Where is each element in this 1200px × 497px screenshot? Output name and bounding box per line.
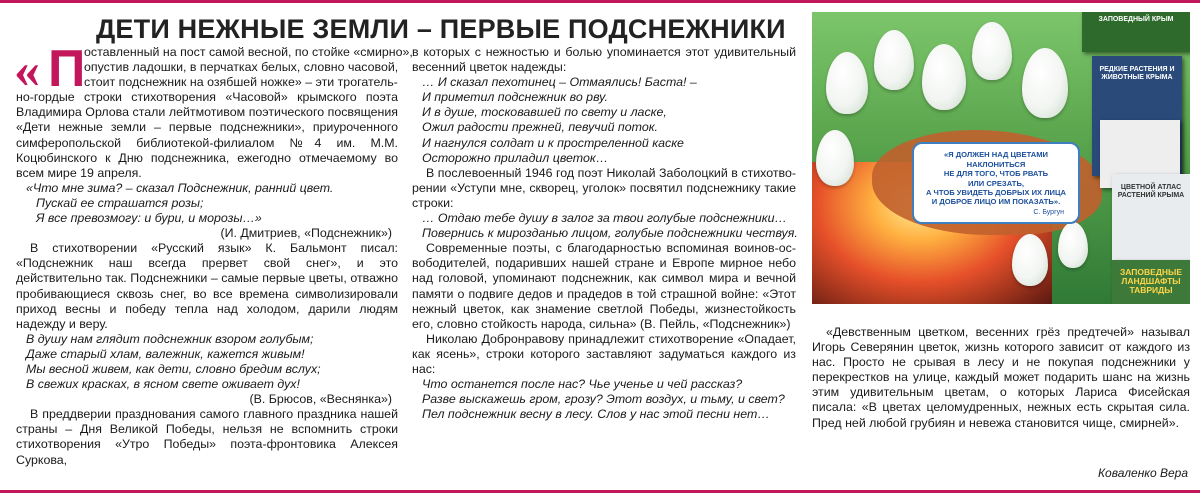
- bottom-rule: [0, 490, 1200, 493]
- snowdrop-flower-icon: [874, 30, 914, 90]
- snowdrop-flower-icon: [972, 22, 1012, 80]
- article-title: ДЕТИ НЕЖНЫЕ ЗЕМЛИ – ПЕРВЫЕ ПОДСНЕЖНИКИ: [96, 14, 786, 44]
- top-rule: [0, 0, 1200, 3]
- drop-cap-letter: П: [48, 40, 86, 98]
- verse-line: И в душе, тосковавшей по свету и ласке,: [422, 105, 667, 120]
- verse-line: Повернись к мирозданью лицом, голубые подснежники чествуя.: [422, 226, 798, 241]
- verse-line: И приметил подснежник во рву.: [422, 90, 608, 105]
- paragraph: Николаю Добронравову принадлежит стихотворение «Опадает, как ясень», строки которого заставляют задуматься каждого из нас:: [412, 331, 796, 376]
- article-intro: [14, 40, 413, 99]
- book-cover: ЦВЕТНОЙ АТЛАС РАСТЕНИЙ КРЫМА: [1112, 174, 1190, 264]
- book-cover: РЕДКИЕ РАСТЕНИЯ И ЖИВОТНЫЕ КРЫМА: [1092, 56, 1182, 176]
- paragraph: В преддверии празднования самого главного праздника нашей страны – Дня Великой Победы, нельзя не вспомнить строки стихотворения «Утро Победы» поэта-фронтовика Алексея Суркова,: [16, 407, 398, 467]
- intro-line: опустив ладошки, в перчатках белых, словно часовой,: [84, 60, 399, 75]
- paragraph: В стихотворении «Русский язык» К. Бальмонт писал: «Подснежник наш всегда прервет свой снег», и это действительно так. Подснежники – самые первые цветы, отважно пробивающиеся сквозь снег, во все времена символизировали приход весны и победу тепла над холодом, дарили людям надежду и веру.: [16, 241, 398, 331]
- photo-quote-author: С. Бургун: [1033, 208, 1064, 216]
- snowdrop-flower-icon: [1058, 222, 1088, 268]
- verse-line: Что останется после нас? Чье ученье и чей рассказ?: [422, 377, 743, 392]
- verse-attribution: (В. Брюсов, «Веснянка»): [249, 392, 392, 407]
- author-name: Коваленко Вера: [1097, 466, 1188, 480]
- verse-line: Мы весной живем, как дети, словно бредим вслух;: [26, 361, 321, 376]
- snowdrop-flower-icon: [816, 130, 854, 186]
- verse-line: Даже старый хлам, валежник, кажется живым!: [26, 346, 305, 361]
- verse-line: Пускай ее страшатся розы;: [36, 195, 204, 210]
- verse-line: … Отдаю тебе душу в залог за твои голубые подснежники…: [422, 211, 787, 226]
- verse-line: Осторожно приладил цветок…: [422, 150, 609, 165]
- snowdrop-photo: [812, 12, 1190, 304]
- intro-paragraph: но-гордые строки стихотворения «Часовой» крымского поэта Владимира Орлова стали лейтмотивом поэтического посвящения «Дети нежные земли – первые подснежники», приуроченного симферопольской библиотекой-филиалом №4 им. М.М. Коцюбинского к Дню подснежника, ежегодно отмечаемому во всем мире 19 апреля.: [16, 90, 398, 180]
- intro-line: оставленный на пост самой весной, по стойке «смирно»,: [84, 45, 413, 59]
- verse-line: «Что мне зима? – сказал Подснежник, ранний цвет.: [26, 180, 334, 195]
- verse-line: В свежих красках, в ясном свете оживает дух!: [26, 377, 300, 392]
- snowdrop-flower-icon: [922, 44, 966, 110]
- photo-quote-text: «Я ДОЛЖЕН НАД ЦВЕТАМИ НАКЛОНИТЬСЯ НЕ ДЛЯ ТОГО, ЧТОБ РВАТЬ ИЛИ СРЕЗАТЬ, А ЧТОБ УВИДЕТЬ ДОБРЫХ ИХ ЛИЦА И ДОБРОЕ ЛИЦО ИМ ПОКАЗАТЬ».: [925, 150, 1067, 207]
- verse-line: И нагнулся солдат и к простреленной каске: [422, 135, 684, 150]
- photo-quote: [912, 142, 1080, 224]
- verse-attribution: (И. Дмитриев, «Подснежник»): [220, 226, 392, 241]
- book-cover: ЗАПОВЕДНЫЙ КРЫМ: [1082, 12, 1190, 52]
- drop-quote-mark: «: [14, 42, 40, 99]
- snowdrop-flower-icon: [826, 52, 868, 114]
- verse-line: Я все превозмогу: и бури, и морозы…»: [36, 211, 262, 226]
- intro-line: стоит подснежник на озябшей ножке» – эти трогатель-: [84, 75, 398, 90]
- snowdrop-flower-icon: [1022, 48, 1068, 118]
- paragraph: «Девственным цветком, весенних грёз предтечей» называл Игорь Северянин цветок, жизнь которого зависит от каждого из нас. Просто не срывая в лесу и не покупая подснежники у перекрестков на улице, каждый может подарить шанс на жизнь этим удивительным цветам, о которых Лариса Фисейская писала: «В цветах целомудренных, нежных есть скрытая сила. Пред ней любой грубиян и невежа становится чище, смирней».: [812, 325, 1190, 430]
- column-2: [412, 45, 796, 422]
- paragraph: В послевоенный 1946 год поэт Николай Заболоцкий в стихотворении «Уступи мне, скворец, уголок» посвятил подснежнику такие строки:: [412, 165, 796, 210]
- column-1: [14, 40, 413, 468]
- verse-line: Ожил радости прежней, певучий поток.: [422, 120, 659, 135]
- book-cover: ЗАПОВЕДНЫЕ ЛАНДШАФТЫ ТАВРИДЫ: [1112, 260, 1190, 304]
- column-3: [812, 325, 1190, 431]
- verse-line: Разве выскажешь гром, грозу? Этот воздух, и тьму, и свет?: [422, 392, 785, 407]
- paragraph: Современные поэты, с благодарностью вспоминая воинов-освободителей, подаривших нашей стране и Европе мирное небо над головой, упоминают подснежник, как символ мира и вечной памяти о подвиге дедов и прадедов в той страшной войне: «Этот нежный цветок, как знамение светлой Победы, жизнестойкость его, словно стойкость народа, сильна» (В. Пейль, «Подснежник»): [412, 241, 796, 331]
- verse-line: … И сказал пехотинец – Отмаялись! Баста! –: [422, 75, 697, 90]
- verse-line: Пел подснежник весну в лесу. Слов у нас этой песни нет…: [422, 407, 770, 422]
- paragraph: в которых с нежностью и болью упоминается этот удивительный весенний цветок надежды:: [412, 45, 796, 75]
- verse-line: В душу нам глядит подснежник взором голубым;: [26, 331, 314, 346]
